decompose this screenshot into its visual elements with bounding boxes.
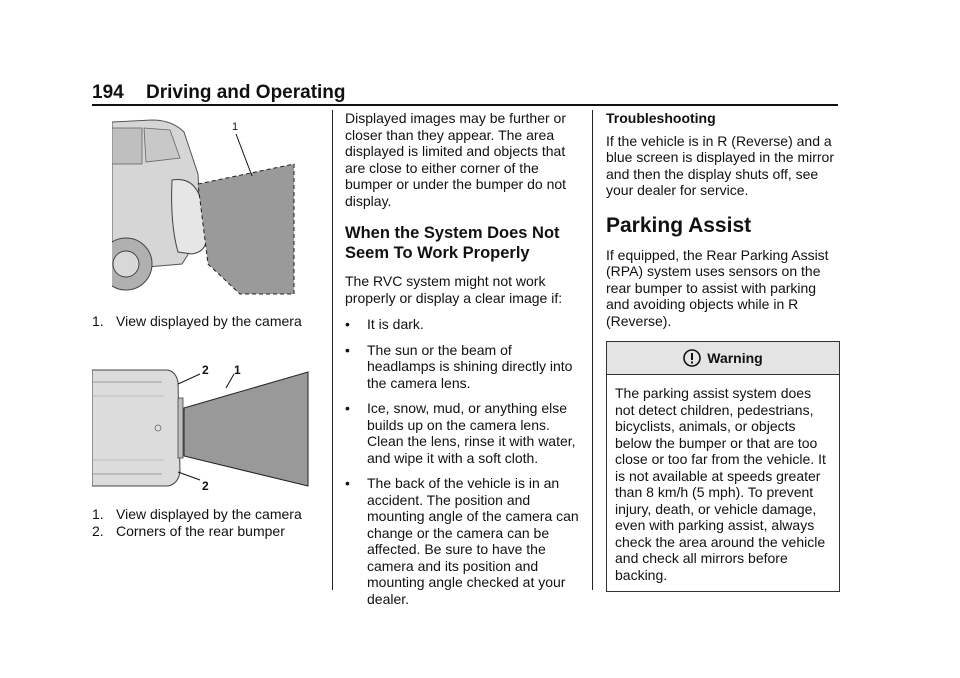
parking-assist-paragraph: If equipped, the Rear Parking Assist (RPA) system uses sensors on the rear bumper to assist with parking and avoiding objects while in R (Reverse).	[606, 246, 829, 329]
list-item: • The back of the vehicle is in an accident. The position and mounting angle of the camera can change or the camera can be affected. Be sure to have the camera and its position and mounting angle checked at your dealer.	[345, 475, 579, 607]
figure2-caption-item: 1. View displayed by the camera	[92, 506, 302, 522]
warning-title: Warning	[707, 349, 763, 366]
page-header	[92, 82, 838, 106]
figure2-caption	[92, 506, 324, 539]
warning-icon	[683, 349, 701, 367]
warning-header	[607, 342, 839, 375]
figure2-callout-2-bottom: 2	[202, 479, 209, 493]
subheading: When the System Does Not Seem To Work Properly	[345, 224, 560, 262]
troubleshooting-paragraph: If the vehicle is in R (Reverse) and a blue screen is displayed in the mirror and then the display shuts off, see your dealer for service.	[606, 132, 834, 198]
list-item: • The sun or the beam of headlamps is shining directly into the camera lens.	[345, 341, 573, 391]
list-item: • Ice, snow, mud, or anything else builds up on the camera lens. Clean the lens, rinse it with water, and wipe it with a soft cloth.	[345, 400, 576, 466]
troubleshooting-heading: Troubleshooting	[606, 110, 716, 126]
bullet-list	[345, 316, 579, 607]
page-number: 194	[92, 82, 124, 103]
figure2-callout-1: 1	[234, 363, 241, 377]
top-view-illustration	[92, 362, 316, 494]
warning-text: The parking assist system does not detect children, pedestrians, bicyclists, animals, or objects below the bumper or that are too close or too far from the vehicle. It is not available at speeds greater than 8 km/h (5 mph). To prevent injury, death, or vehicle damage, even with parking assist, always check the area around the vehicle and check all mirrors before backing.	[615, 385, 826, 583]
column-divider-right	[592, 110, 593, 590]
lead-paragraph: The RVC system might not work properly or display a clear image if:	[345, 273, 563, 306]
right-column	[606, 110, 840, 592]
column-divider-left	[332, 110, 333, 590]
section-heading: Parking Assist	[606, 213, 752, 237]
figure1-callout-1: 1	[232, 121, 239, 133]
warning-box	[606, 341, 840, 592]
list-item: • It is dark.	[345, 316, 424, 332]
intro-paragraph: Displayed images may be further or closer than they appear. The area displayed is limited and objects that are close to either corner of the bumper or under the bumper do not display.	[345, 110, 567, 209]
section-title: Driving and Operating	[146, 82, 346, 103]
camera-view-illustration	[112, 114, 298, 298]
figure2-callout-2-top: 2	[202, 363, 209, 377]
figure1-caption-item: 1. View displayed by the camera	[92, 313, 302, 329]
figure1-caption	[92, 313, 324, 330]
middle-column	[345, 110, 579, 616]
figure2-caption-item: 2. Corners of the rear bumper	[92, 522, 285, 539]
